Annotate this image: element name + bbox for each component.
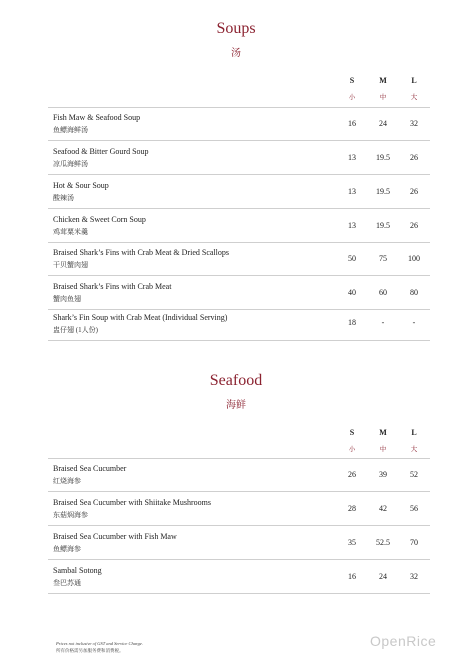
price-l: 26 (410, 153, 418, 162)
price-l: 70 (410, 538, 418, 547)
price-l: 26 (410, 187, 418, 196)
menu-item (48, 209, 430, 243)
price-s: 16 (348, 572, 356, 581)
price-s: 18 (348, 318, 356, 327)
item-name-cn: 鱼鳔海参 (53, 545, 81, 553)
watermark-logo: OpenRice (370, 633, 437, 649)
section-title-soups: Soups (216, 20, 256, 37)
item-name: Braised Shark’s Fins with Crab Meat & Dried Scallops (53, 248, 229, 257)
menu-item (48, 243, 430, 276)
size-header-m-cn: 中 (379, 446, 387, 453)
size-header-l-cn: 大 (410, 94, 418, 101)
price-s: 16 (348, 119, 356, 128)
section-subtitle-seafood: 海鲜 (226, 400, 246, 411)
footnote: Prices not inclusive of GST and Service Charge. (56, 641, 143, 646)
section-title-seafood: Seafood (209, 372, 263, 389)
price-l: 100 (408, 254, 420, 263)
item-name-cn: 凉瓜海鲜汤 (53, 160, 88, 168)
item-name-cn: 红烧海参 (53, 477, 81, 485)
menu-item (48, 276, 430, 310)
item-name: Fish Maw & Seafood Soup (53, 113, 141, 122)
price-l: - (412, 318, 416, 327)
item-name-cn: 鸡茸粟米羹 (53, 228, 88, 236)
price-m: 19.5 (376, 187, 390, 196)
item-name: Chicken & Sweet Corn Soup (53, 215, 146, 224)
menu-item (48, 107, 430, 141)
menu-item (48, 458, 430, 492)
menu-item (48, 310, 430, 341)
price-m: 52.5 (376, 538, 390, 547)
size-header-m: M (379, 76, 387, 85)
price-m: 24 (379, 572, 387, 581)
price-l: 32 (410, 572, 418, 581)
price-m: 19.5 (376, 221, 390, 230)
price-m: 24 (379, 119, 387, 128)
size-header-m: M (379, 428, 387, 437)
item-name: Braised Shark’s Fins with Crab Meat (53, 282, 172, 291)
price-m: 42 (379, 504, 387, 513)
size-header-s: S (349, 76, 355, 85)
price-l: 80 (410, 288, 418, 297)
item-name: Shark’s Fin Soup with Crab Meat (Individual Serving) (53, 313, 228, 322)
item-name: Sambal Sotong (53, 566, 102, 575)
item-name: Hot & Sour Soup (53, 181, 109, 190)
size-header-l-cn: 大 (410, 446, 418, 453)
item-name: Braised Sea Cucumber with Shiitake Mushrooms (53, 498, 211, 507)
price-m: 75 (379, 254, 387, 263)
price-s: 13 (348, 153, 356, 162)
price-m: 19.5 (376, 153, 390, 162)
item-name-cn: 蟹肉鱼翅 (53, 295, 81, 303)
price-l: 32 (410, 119, 418, 128)
price-s: 40 (348, 288, 356, 297)
menu-item (48, 141, 430, 175)
size-header-l: L (411, 76, 417, 85)
item-name-cn: 干贝蟹肉翅 (53, 261, 88, 269)
item-name: Seafood & Bitter Gourd Soup (53, 147, 149, 156)
size-header-l: L (411, 428, 417, 437)
section-subtitle-soups: 汤 (231, 48, 241, 59)
price-l: 26 (410, 221, 418, 230)
item-name-cn: 盅仔翅 (1人份) (53, 326, 98, 334)
price-m: 39 (379, 470, 387, 479)
item-name-cn: 鱼鳔海鲜汤 (53, 126, 88, 134)
item-name: Braised Sea Cucumber with Fish Maw (53, 532, 177, 541)
price-s: 26 (348, 470, 356, 479)
size-header-s: S (349, 428, 355, 437)
price-s: 28 (348, 504, 356, 513)
footnote-cn: 所有价格需另加服务费和消费税。 (56, 648, 124, 653)
price-l: 52 (410, 470, 418, 479)
price-s: 13 (348, 221, 356, 230)
item-name: Braised Sea Cucumber (53, 464, 127, 473)
price-m: - (381, 318, 385, 327)
price-s: 35 (348, 538, 356, 547)
menu-item (48, 175, 430, 209)
size-header-s-cn: 小 (348, 94, 356, 101)
price-s: 13 (348, 187, 356, 196)
price-l: 56 (410, 504, 418, 513)
price-m: 60 (379, 288, 387, 297)
menu-item (48, 560, 430, 594)
size-header-m-cn: 中 (379, 94, 387, 101)
item-name-cn: 东菇焖海参 (53, 511, 88, 519)
item-name-cn: 叁巴苏通 (53, 579, 81, 587)
menu-item (48, 526, 430, 560)
item-name-cn: 酸辣汤 (53, 194, 74, 202)
price-s: 50 (348, 254, 356, 263)
menu-item (48, 492, 430, 526)
size-header-s-cn: 小 (348, 446, 356, 453)
